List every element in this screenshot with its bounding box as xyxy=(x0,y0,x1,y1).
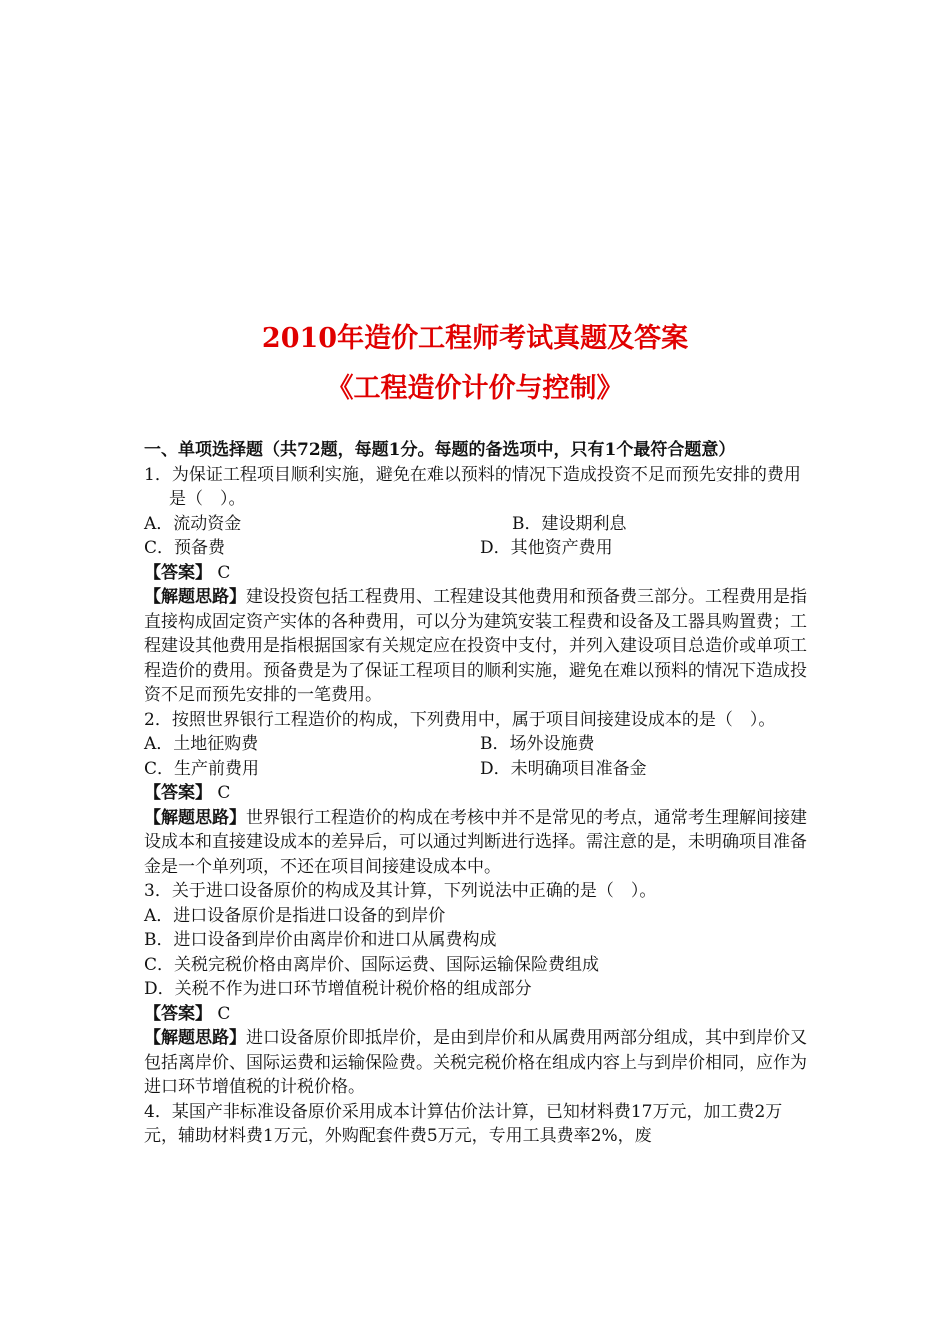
answer-label: 【答案】 xyxy=(144,562,212,583)
document-subtitle: 《工程造价计价与控制》 xyxy=(326,373,624,404)
analysis-label: 【解题思路】 xyxy=(144,807,246,828)
analysis-text: 世界银行工程造价的构成在考核中并不是常见的考点，通常考生理解间接建设成本和直接建设成本的差异后，可以通过判断进行选择。需注意的是，未明确项目准备金是一个单列项，不还在项目间接建设成本中。 xyxy=(144,807,807,877)
question-4-stem: 4．某国产非标准设备原价采用成本计算估价法计算，已知材料费17万元，加工费2万元，辅助材料费1万元，外购配套件费5万元，专用工具费率2%，废 xyxy=(144,1101,783,1146)
question-1-option-c: C．预备费 xyxy=(144,538,226,558)
question-3-analysis xyxy=(144,1026,816,1100)
question-1-option-b: B．建设期利息 xyxy=(512,513,627,534)
question-3-answer xyxy=(144,1002,816,1027)
question-2-options-row-2 xyxy=(144,757,816,782)
question-3-option-a: A．进口设备原价是指进口设备的到岸价 xyxy=(144,905,446,926)
question-1-options-row-2 xyxy=(144,536,816,561)
answer-value: C xyxy=(217,783,231,803)
question-1-option-a: A．流动资金 xyxy=(144,513,242,534)
question-1-analysis xyxy=(144,585,816,708)
question-2-option-b: B．场外设施费 xyxy=(480,734,595,754)
section-heading: 一、单项选择题（共72题，每题1分。每题的备选项中，只有1个最符合题意） xyxy=(144,440,736,460)
question-2-option-a: A．土地征购费 xyxy=(144,734,259,754)
analysis-text: 建设投资包括工程费用、工程建设其他费用和预备费三部分。工程费用是指直接构成固定资产实体的各种费用，可以分为建筑安装工程费和设备及工器具购置费；工程建设其他费用是指根据国家有关规定应在投资中支付，并列入建设项目总造价或单项工程造价的费用。预备费是为了保证工程项目的顺利实施，避免在难以预料的情况下造成投资不足而预先安排的一笔费用。 xyxy=(144,587,807,705)
answer-value: C xyxy=(217,562,231,583)
question-2-answer xyxy=(144,781,816,806)
document-title: 2010年造价工程师考试真题及答案 xyxy=(261,323,689,354)
question-2-analysis xyxy=(144,806,816,880)
question-1-answer xyxy=(144,561,816,586)
answer-value: C xyxy=(217,1003,231,1024)
question-3-option-b: B．进口设备到岸价由离岸价和进口从属费构成 xyxy=(144,930,497,950)
question-1-stem: 1．为保证工程项目顺利实施，避免在难以预料的情况下造成投资不足而预先安排的费用是（ ）。 xyxy=(144,464,801,509)
question-2-options-row-1 xyxy=(144,732,816,757)
question-3-option-d: D．关税不作为进口环节增值税计税价格的组成部分 xyxy=(144,979,532,999)
question-3-stem: 3．关于进口设备原价的构成及其计算，下列说法中正确的是（ ）。 xyxy=(144,881,657,901)
answer-label: 【答案】 xyxy=(144,1003,212,1024)
answer-label: 【答案】 xyxy=(144,783,212,803)
analysis-label: 【解题思路】 xyxy=(144,1028,246,1048)
question-1-options-row-1 xyxy=(144,512,816,537)
analysis-label: 【解题思路】 xyxy=(144,587,246,607)
analysis-text: 进口设备原价即抵岸价，是由到岸价和从属费用两部分组成，其中到岸价又包括离岸价、国际运费和运输保险费。关税完税价格在组成内容上与到岸价相同，应作为进口环节增值税的计税价格。 xyxy=(144,1028,807,1097)
question-1-option-d: D．其他资产费用 xyxy=(480,538,613,558)
question-3-option-c: C．关税完税价格由离岸价、国际运费、国际运输保险费组成 xyxy=(144,954,600,975)
question-2-stem: 2．按照世界银行工程造价的构成，下列费用中，属于项目间接建设成本的是（ ）。 xyxy=(144,709,776,730)
question-2-option-c: C．生产前费用 xyxy=(144,758,260,779)
document-body xyxy=(144,438,816,1149)
question-2-option-d: D．未明确项目准备金 xyxy=(480,758,647,779)
